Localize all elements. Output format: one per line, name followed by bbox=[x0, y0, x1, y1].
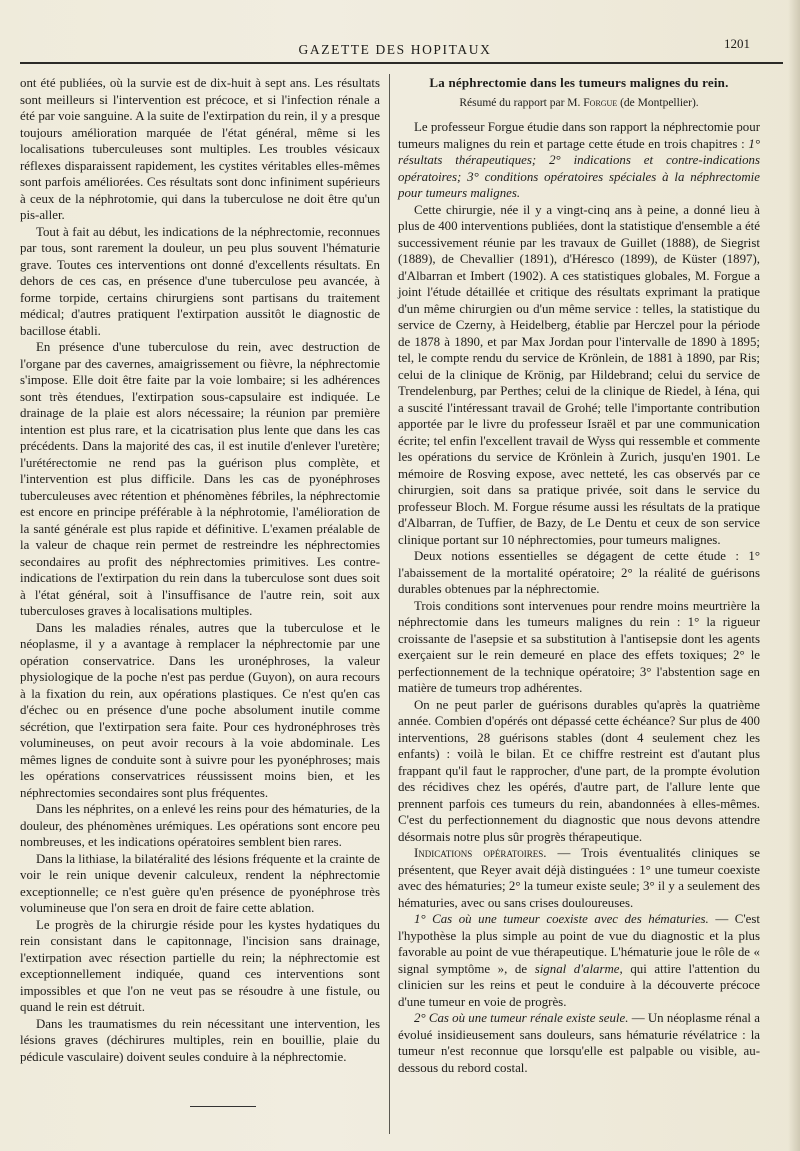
paragraph: En présence d'une tuberculose du rein, avec destruction de l'organe par des cavernes, amaigrissement ou fièvre, la néphrectomie s'impose. Elle doit être faite par la voie lombaire; si les adhérences sont très étendues, l'extirpation sous-capsulaire est indiquée. Le drainage de la plaie est alors nécessaire; la réunion par première intention est plus rare, et la cicatrisation plus lente que dans les cas précédents. Dans la majorité des cas, il est inutile d'enlever l'uretère; l'urétérectomie ne rend pas la guérison plus complète, et l'intervention est plus difficile. Dans les cas de pyonéphroses tuberculeuses avec rétention et phénomènes fébriles, la néphrectomie est encore en principe préférable à la néphrotomie, l'amélioration de la santé générale est plus rapide et définitive. L'examen préalable de la valeur de chaque rein permet de restreindre les néphrectomies secondaires au profit des néphrectomies primitives. Les contre-indications de l'extirpation du rein dans la tuberculose sont dues soit à l'état général, soit à l'insuffisance de l'autre rein, soit aux tuberculoses graves à localisations multiples. bbox=[20, 340, 380, 618]
page-number: 1201 bbox=[724, 36, 750, 51]
left-column bbox=[20, 75, 380, 1065]
column-divider bbox=[389, 74, 390, 1134]
paragraph: Dans les maladies rénales, autres que la tuberculose et le néoplasme, il y a avantage à remplacer la néphrectomie par une opération conservatrice. Dans les uronéphroses, la valeur physiologique de la poche n'est pas perdue (Guyon), on aura recours à la fixation du rein, aux opérations plastiques. Ce n'est qu'en cas d'échec ou en présence d'une poche absolument inutile comme sécrétion, que l'extirpation sera faite. Pour ces hydronéphroses très volumineuses, on peut avoir recours à la voie abdominale. Les mêmes lignes de conduite sont à suivre pour les pyonéphroses; mais les opérations conservatrices réussissent moins bien, et les néphrectomies secondaires sont plus fréquentes. bbox=[20, 620, 380, 800]
intro-text: Le professeur Forgue étudie dans son rapport la néphrectomie pour tumeurs malignes du rein et partage cette étude en trois chapitres : bbox=[398, 120, 760, 151]
indications-text: — Trois éventualités cliniques se présentent, que Reyer avait déjà distinguées : 1° une tumeur coexiste avec des hématuries; 2° la tumeur existe seule; 3° il y a seulement des hématuries, avec ou sans crises douloureuses. bbox=[398, 846, 760, 910]
chapter-1: 1° résultats thérapeutiques; bbox=[398, 136, 760, 167]
case-1-text-b: qui attire l'attention du clinicien sur les reins et peut le conduire à la découverte précoce d'une tumeur en voie de progrès. bbox=[398, 961, 760, 1009]
right-column bbox=[398, 75, 760, 1076]
paragraph: Tout à fait au début, les indications de la néphrectomie, reconnues par tous, sont rarement la douleur, un peu plus souvent l'hématurie grave. Toutes ces interventions ont donné d'excellents résultats. En dehors de ces cas, en présence d'une tuberculose peu avancée, à forme torpide, certains chirurgiens sont partisans du traitement médical; d'autres pratiquent l'extirpation aussitôt le diagnostic de bacillose établi. bbox=[20, 224, 380, 338]
paragraph: Dans les néphrites, on a enlevé les reins pour des hématuries, de la douleur, des phénomènes urémiques. Les opérations sont encore peu nombreuses, et les indications opératoires semblent bien rares. bbox=[20, 802, 380, 849]
header-rule bbox=[20, 62, 783, 64]
paragraph: Dans la lithiase, la bilatéralité des lésions fréquente et la crainte de voir le rein unique devenir calculeux, rendent la néphrectomie exceptionnelle; ce n'est guère qu'en présence de pyonéphrose très volumineuse que l'on sera en droit de faire cette ablation. bbox=[20, 851, 380, 915]
article-subtitle bbox=[398, 95, 760, 112]
article-title: La néphrectomie dans les tumeurs malignes du rein. bbox=[429, 75, 729, 90]
indications-paragraph bbox=[398, 845, 760, 911]
paragraph: Trois conditions sont intervenues pour rendre moins meurtrière la néphrectomie dans les tumeurs malignes du rein : 1° la rigueur croissante de l'asepsie et sa substitution à l'antisepsie dont les agents exerçaient sur le rein demeuré en place des effets toxiques; 2° le perfectionnement de la technique opératoire; 3° l'abstention sage en matière de tumeurs trop adhérentes. bbox=[398, 598, 760, 695]
paragraph: ont été publiées, où la survie est de dix-huit à sept ans. Les résultats sont meilleurs si l'intervention est précoce, et si l'infection rénale a été par voie sanguine. A la suite de l'extirpation du rein, il y a presque toujours amélioration marquée de l'état général, même si les localisations tuberculeuses sont multiples. Les troubles vésicaux réflexes disparaissent rapidement, les cystites véritables elles-mêmes sont parfois améliorées. Ces résultats sont donc infiniment supérieurs à ceux de la néphrotomie, qui dans la tuberculose ne doit être qu'un pis-aller. bbox=[20, 76, 380, 222]
case-2-paragraph bbox=[398, 1010, 760, 1076]
paragraph: Dans les traumatismes du rein nécessitant une intervention, les lésions graves (déchirures multiples, rein en bouillie, plaie du pédicule vasculaire) doivent seules conduire à la néphrectomie. bbox=[20, 1016, 380, 1064]
case-2-text: — Un néoplasme rénal a évolué insidieusement sans douleurs, sans hématurie révélatrice : la tumeur n'est reconnue que lorsqu'elle est palpable ou visible, au-dessous du rebord costal. bbox=[398, 1011, 760, 1075]
subtitle-prefix: Résumé du rapport par M. bbox=[459, 96, 581, 109]
journal-title: GAZETTE DES HOPITAUX bbox=[298, 42, 492, 57]
paragraph: On ne peut parler de guérisons durables qu'après la quatrième année. Combien d'opérés ont dépassé cette échéance? Sur plus de 400 interventions, 28 guérisons stables (dont 4 seulement chez les enfants) : voilà le bilan. Et ce chiffre restreint est d'autant plus frappant qu'il faut le rapprocher, d'une part, de la prompte évolution des récidives chez les opérés, d'autre part, de l'allure lente que prennent parfois ces tumeurs du rein, abandonnées à elles-mêmes. C'est du perfectionnement du diagnostic que nous devons attendre désormais notre plus sûr progrès thérapeutique. bbox=[398, 697, 760, 844]
indications-heading: Indications opératoires. bbox=[414, 846, 547, 860]
chapter-2: 2° indications et contre-indications opératoires; bbox=[398, 153, 760, 184]
intro-paragraph bbox=[398, 119, 760, 202]
article-end-rule bbox=[190, 1106, 256, 1107]
case-1-text-a: — C'est l'hypothèse la plus simple au point de vue du diagnostic et la plus favorable au point de vue thérapeutique. L'hématurie joue le rôle de « signal symptôme », de bbox=[398, 912, 760, 976]
subtitle-suffix: (de Montpellier). bbox=[620, 96, 699, 109]
case-1-paragraph bbox=[398, 911, 760, 1010]
paragraph: Deux notions essentielles se dégagent de cette étude : 1° l'abaissement de la mortalité opératoire; 2° la réalité de guérisons durables obtenues par la néphrectomie. bbox=[398, 549, 760, 596]
page-edge-shadow bbox=[788, 0, 800, 1151]
paragraph: Cette chirurgie, née il y a vingt-cinq ans à peine, a donné lieu à plus de 400 interventions publiées, dont la statistique d'ensemble a été successivement réunie par les travaux de Guillet (1888), de Siegrist (1889), de Chevallier (1891), d'Héresco (1899), de Küster (1897), d'Albarran et Imbert (1902). A ces statistiques globales, M. Forgue a joint l'étude détaillée et critique des résultats exprimant la pratique d'un même chirurgien ou d'un même service : telles, la statistique du service de Czerny, à Heidelberg, établie par Herczel pour la période de 1878 à 1890, et par Max Jordan pour l'intervalle de 1890 à 1895; tel, le compte rendu du service de Krönlein, de 1881 à 1890, par Ris; celui de la clinique de Krönig, par Hildebrand; celui du service de Trendelenburg, par Perthes; celui de la clinique de Riedel, à Iéna, qui a suscité l'intéressant travail de Grohé; telle l'importante contribution apportée par le livre du professeur Israël et par une communication écrite; tel enfin l'excellent travail de Wyss qui ressemble et commente les opérations du service de Krönlein à Zurich, jusqu'en 1901. Le mémoire de Rosving expose, avec netteté, les cas observés par ce chirurgien, soit dans sa pratique privée, soit dans le service du professeur Bloch. M. Forgue résume aussi les résultats de la pratique d'Albarran, de Tuffier, de Bazy, de Le Dentu et ceux de son service clinique portant sur 10 néphrectomies, pour tumeurs malignes. bbox=[398, 202, 760, 547]
case-2-label: 2° Cas où une tumeur rénale existe seule. bbox=[414, 1011, 629, 1025]
page-header bbox=[0, 36, 800, 62]
chapter-3: 3° conditions opératoires spéciales à la néphrectomie pour tumeurs malignes. bbox=[398, 169, 760, 200]
subtitle-author: Forgue bbox=[583, 96, 618, 109]
paragraph: Le progrès de la chirurgie réside pour les kystes hydatiques du rein consistant dans le capitonnage, l'incision sans drainage, l'extirpation avec résection partielle du rein; la néphrectomie est exceptionnellement indiquée, quand ces interventions sont impossibles et que l'on ne veut pas se résoudre à une fistule, ou quand le rein est détruit. bbox=[20, 917, 380, 1014]
case-1-label: 1° Cas où une tumeur coexiste avec des hématuries. bbox=[414, 912, 709, 926]
case-1-italic: signal d'alarme, bbox=[534, 961, 623, 976]
